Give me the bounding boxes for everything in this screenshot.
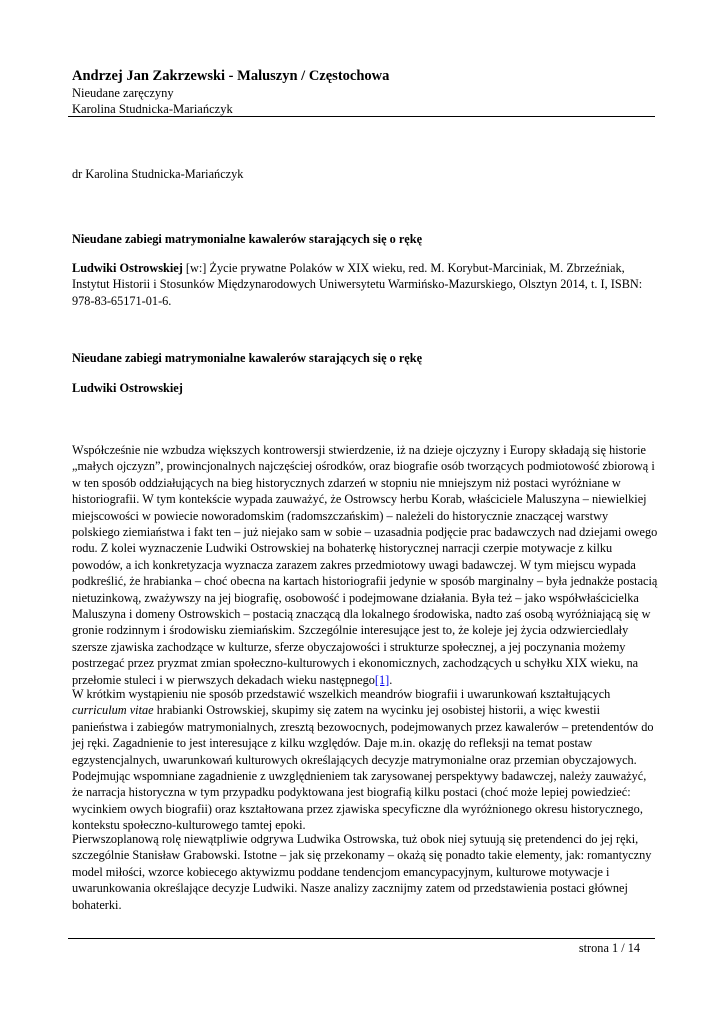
paragraph-1-text: Współcześnie nie wzbudza większych kontrowersji stwierdzenie, iż na dzieje ojczyzny i Europy składają się historie „małych ojczyzn”, prowincjonalnych najczęściej ośrodków, oraz biografie osób tworzących podmiotowość zbiorową i w ten sposób oddziałujących na bieg historycznych zdarzeń w stopniu nie mniejszym niż postaci wyróżniane w historiografii. W tym kontekście wypada zauważyć, że Ostrowscy herbu Korab, właściciele Maluszyna – niewielkiej miejscowości w powiecie noworadomskim (radomszczańskim) – należeli do historycznie znaczącej warstwy polskiego ziemiaństwa i fakt ten – już niejako sam w sobie – uzasadnia podjęcie prac badawczych nad dziejami owego rodu. Z kolei wyznaczenie Ludwiki Ostrowskiej na bohaterkę historycznej narracji czerpie motywacje z kilku powodów, a ich konkretyzacja wyznacza zarazem zakres przedmiotowy uwagi badawczej. W tym miejscu wypada podkreślić, że hrabianka – choć obecna na kartach historiografii jedynie w sposób marginalny – była jednakże postacią nietuzinkową, zważywszy na jej biografię, osobowość i podejmowane działania. Była też – jako współwłaścicielka Maluszyna i domeny Ostrowskich – postacią znaczącą dla lokalnego środowiska, nadto zaś osobą wyróżniającą się w gronie rodzinnym i środowisku ziemiańskim. Szczególnie interesujące jest to, że koleje jej życia odzwierciedlały szersze zjawiska zachodzące w kulturze, sferze obyczajowości i strukturze społecznej, a jej poczynania możemy postrzegać przez pryzmat zmian społeczno-kulturowych i ekonomicznych, zachodzących u schyłku XIX wieku, na przełomie stuleci i w pierwszych dekadach wieku następnego xyxy=(72,443,658,687)
citation xyxy=(72,260,658,309)
paragraph-1-end: . xyxy=(389,672,393,687)
citation-bold: Ludwiki Ostrowskiej xyxy=(72,261,183,275)
article-title: Nieudane zabiegi matrymonialne kawalerów starających się o rękę xyxy=(72,351,423,365)
paragraph-3-text: Pierwszoplanową rolę niewątpliwie odgrywa Ludwika Ostrowska, tuż obok niej sytuują się pretendenci do jej ręki, szczególnie Stanisław Grabowski. Istotne – jak się przekonamy – okażą się ponadto takie elementy, jak: romantyczny model miłości, wzorce kobiecego aktywizmu poddane tendencjom emancypacyjnym, kulturowe motywacje i uwarunkowania określające decyzje Ludwiki. Nasze analizy zacznijmy zatem od przedstawienia postaci głównej bohaterki. xyxy=(72,832,652,912)
header-author: Karolina Studnicka-Mariańczyk xyxy=(72,102,233,116)
byline: dr Karolina Studnicka-Mariańczyk xyxy=(72,167,244,181)
paragraph-1 xyxy=(72,442,658,688)
paragraph-3 xyxy=(72,831,658,913)
running-header xyxy=(72,68,655,117)
paragraph-2-text-b: hrabianki Ostrowskiej, skupimy się zatem na wycinku jej osobistej historii, a więc kwestii panieństwa i zabiegów matrymonialnych, zresztą bezowocnych, podejmowanych przez kawalerów – pretendentów do jej ręki. Zagadnienie to jest interesujące z kilku względów. Daje m.in. okazję do refleksji na temat postaw egzystencjalnych, uwarunkowań kulturowych określających decyzje matrymonialne oraz przemian obyczajowych. Podejmując wspomniane zagadnienie z uwzględnieniem tak zarysowanej perspektywy badawczej, należy zauważyć, że narracja historyczna w tym przypadku podyktowana jest biografią kilku postaci (choć może lepiej powiedzieć: wycinkiem owych biografii) oraz kształtowana przez zjawiska specyficzne dla wyróżnionego okresu historycznego, kontekstu społeczno-kulturowego tamtej epoki. xyxy=(72,703,654,833)
paragraph-2-text-a: W krótkim wystąpieniu nie sposób przedstawić wszelkich meandrów biografii i uwarunkowań kształtujących xyxy=(72,687,611,701)
header-subtitle: Nieudane zaręczyny xyxy=(72,86,174,100)
page-number: strona 1 / 14 xyxy=(578,941,640,955)
paragraph-2-italic: curriculum vitae xyxy=(72,703,154,718)
paragraph-2 xyxy=(72,686,658,834)
footnote-link[interactable]: [1] xyxy=(374,672,390,687)
section-heading: Nieudane zabiegi matrymonialne kawalerów starających się o rękę xyxy=(72,232,423,246)
citation-text: [w:] Życie prywatne Polaków w XIX wieku, red. M. Korybut-Marciniak, M. Zbrzeźniak, Instytut Historii i Stosunków Międzynarodowych Uniwersytetu Warmińsko-Mazurskiego, Olsztyn 2014, t. I, ISBN: 978-83-65171-01-6. xyxy=(72,261,643,308)
header-divider xyxy=(68,116,655,117)
header-title: Andrzej Jan Zakrzewski - Maluszyn / Częstochowa xyxy=(72,68,390,84)
footer-divider xyxy=(68,938,655,939)
article-title-line2: Ludwiki Ostrowskiej xyxy=(72,381,183,395)
